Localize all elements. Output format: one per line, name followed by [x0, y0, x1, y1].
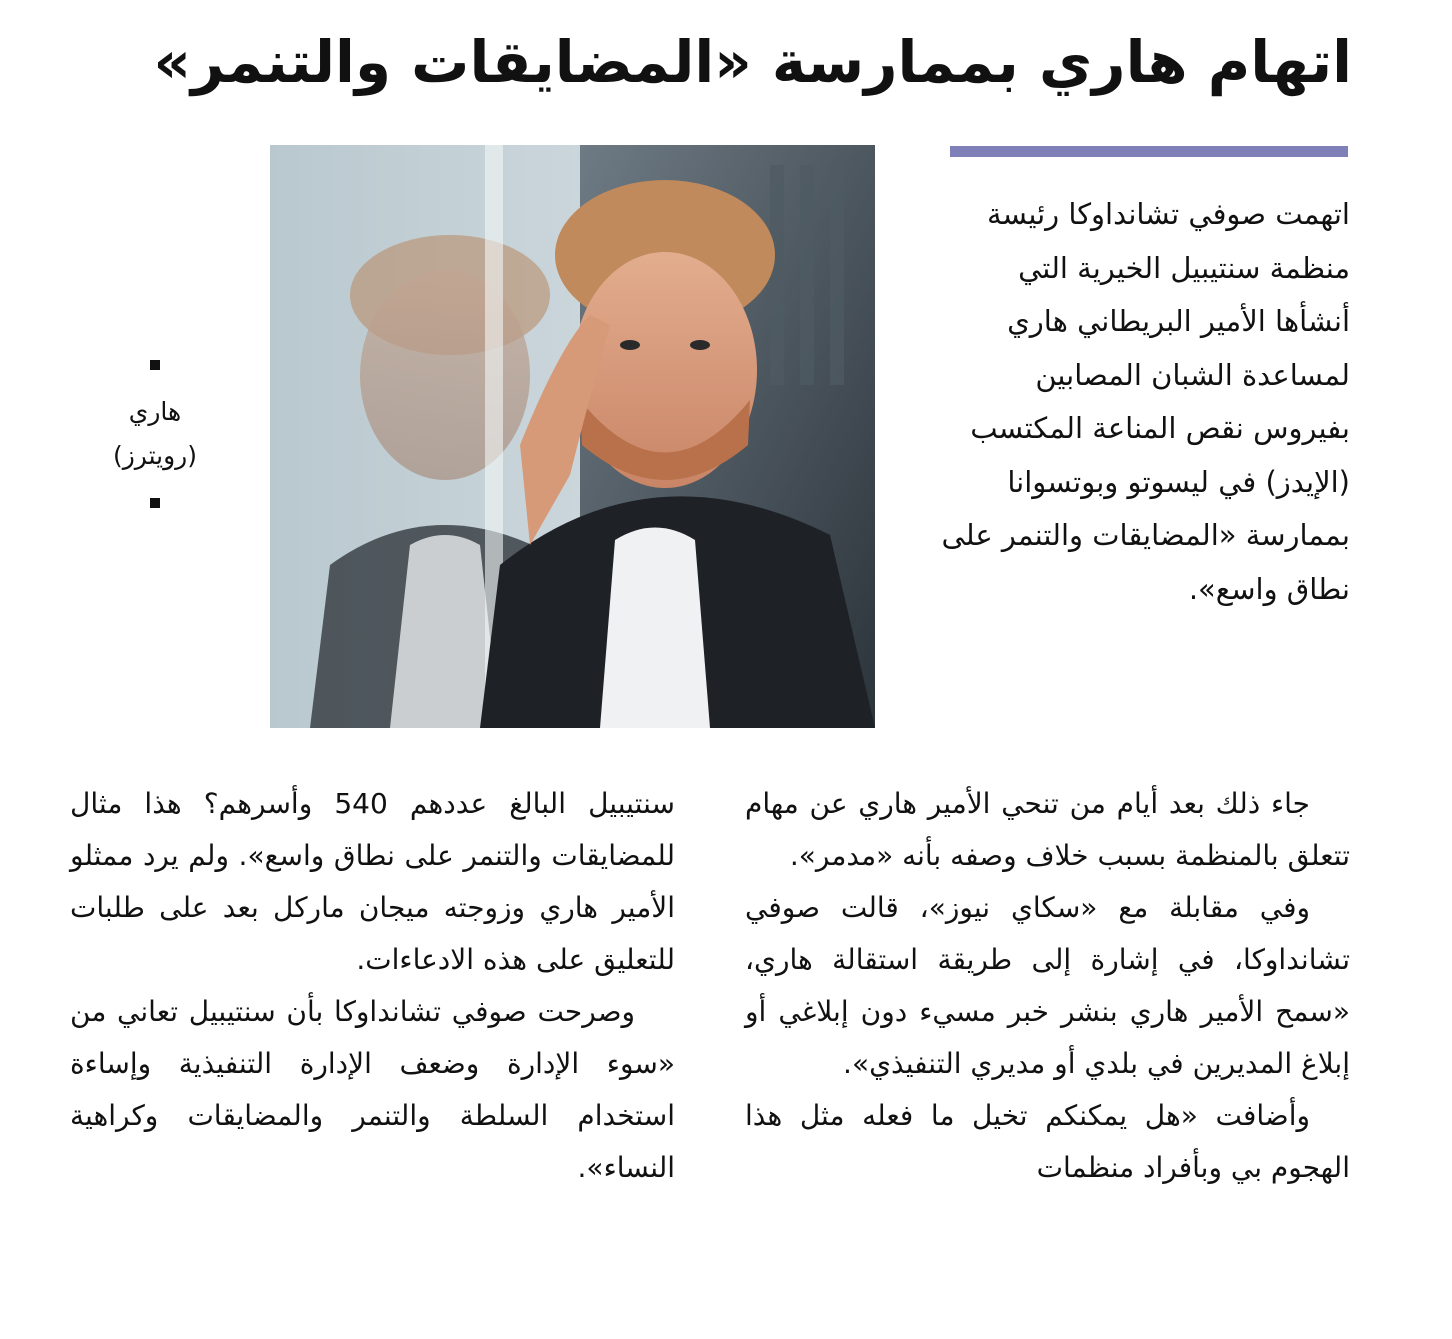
body-paragraph: سنتيبيل البالغ عددهم 540 وأسرهم؟ هذا مثال للمضايقات والتنمر على نطاق واسع». ولم يرد ممثلو الأمير هاري وزوجته ميجان ماركل بعد على طلبات للتعليق على هذه الادعاءات. — [70, 787, 675, 976]
photo-of-prince-harry-icon — [270, 145, 875, 728]
body-paragraph: وصرحت صوفي تشانداوكا بأن سنتيبيل تعاني من «سوء الإدارة وضعف الإدارة التنفيذية وإساءة استخدام السلطة والتنمر والمضايقات وكراهية النساء». — [70, 995, 675, 1184]
caption-name: هاري — [128, 397, 182, 426]
news-photo — [270, 145, 875, 728]
lead-paragraph — [940, 188, 1350, 616]
lead-text: اتهمت صوفي تشانداوكا رئيسة منظمة سنتيبيل الخيرية التي أنشأها الأمير البريطاني هاري لمساعدة الشبان المصابين بفيروس نقص المناعة المكتسب (الإيدز) في ليسوتو وبوتسوانا بممارسة «المضايقات والتنمر على نطاق واسع». — [941, 197, 1350, 606]
caption-credit: (رويترز) — [112, 441, 198, 470]
headline: اتهام هاري بممارسة «المضايقات والتنمر» — [153, 28, 1352, 96]
body-column-right — [745, 778, 1350, 1194]
body-column-left — [70, 778, 675, 1194]
accent-bar — [950, 146, 1348, 157]
body-paragraph: جاء ذلك بعد أيام من تنحي الأمير هاري عن مهام تتعلق بالمنظمة بسبب خلاف وصفه بأنه «مدمر». — [745, 787, 1350, 872]
photo-caption — [90, 360, 220, 508]
body-paragraph: وفي مقابلة مع «سكاي نيوز»، قالت صوفي تشانداوكا، في إشارة إلى طريقة استقالة هاري، «سمح الأمير هاري بنشر خبر مسيء دون إبلاغي أو إبلاغ المديرين في بلدي أو مديري التنفيذي». — [745, 891, 1350, 1080]
bullet-square-icon — [150, 498, 160, 508]
body-paragraph: وأضافت «هل يمكنكم تخيل ما فعله مثل هذا الهجوم بي وبأفراد منظمات — [745, 1099, 1350, 1184]
bullet-square-icon — [150, 360, 160, 370]
